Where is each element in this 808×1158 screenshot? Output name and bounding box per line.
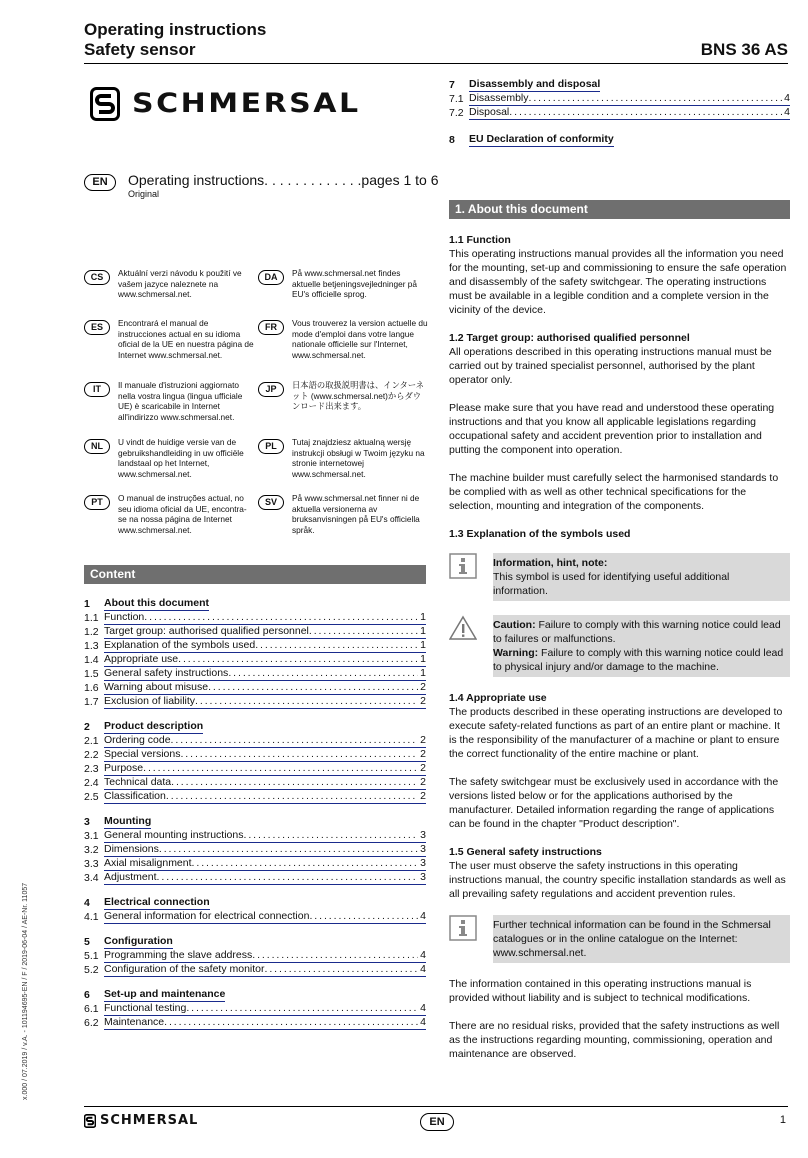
toc-entry[interactable]: [84, 611, 426, 625]
toc-leader: [529, 92, 782, 105]
toc-section: [449, 133, 790, 147]
toc-page: 4: [420, 1016, 426, 1028]
toc-page: 2: [420, 790, 426, 802]
toc-link[interactable]: [104, 963, 426, 977]
paragraph: Please make sure that you have read and understood these operating instructions and that you know all applicable legislations regarding occupational safety and accident prevention prior to installation and putting the component into operation.: [449, 402, 775, 456]
toc-section-heading[interactable]: [84, 896, 426, 910]
toc-section: [84, 815, 426, 885]
toc-link[interactable]: [104, 949, 426, 963]
toc-leader: [244, 829, 419, 842]
language-badge: JP: [258, 382, 284, 397]
toc-label: Disassembly: [469, 92, 529, 104]
toc-label: Special versions: [104, 748, 181, 760]
toc-page: 2: [420, 734, 426, 746]
toc-number: 5: [84, 936, 90, 948]
toc-entry[interactable]: [449, 92, 790, 106]
language-text: På www.schmersal.net findes aktuelle betjeningsvejledninger på EU's officielle sprog.: [292, 268, 418, 300]
toc-leader: [509, 106, 782, 119]
toc-page: 2: [420, 748, 426, 760]
toc-label: Target group: authorised qualified personnel: [104, 625, 309, 637]
schmersal-emblem-icon: [90, 87, 120, 121]
toc-link[interactable]: [104, 611, 426, 625]
footer-wordmark: SCHMERSAL: [100, 1113, 199, 1128]
toc-heading-link[interactable]: EU Declaration of conformity: [469, 133, 614, 145]
toc-page: 4: [784, 106, 790, 118]
toc-heading-link[interactable]: Mounting: [104, 815, 152, 827]
language-text: Tutaj znajdziesz aktualną wersję instrukcji obsługi w Twoim języku na stronie internetowej www.schmersal.net.: [292, 437, 425, 479]
toc-section-heading[interactable]: [449, 78, 790, 92]
toc-section-heading[interactable]: [84, 815, 426, 829]
document-code: x.000 / 07.2019 / v.A. - 101194695-EN / F / 2019-06-04 / AE-Nr. 11057: [22, 882, 29, 1100]
caution-text: Failure to comply with this warning notice could lead to failures or malfunctions.: [493, 619, 781, 645]
toc-page: 2: [420, 681, 426, 693]
language-badge: NL: [84, 439, 110, 454]
toc-number: 5.2: [84, 964, 99, 976]
toc-entry[interactable]: [84, 857, 426, 871]
toc-number: 2.5: [84, 791, 99, 803]
toc-leader: [309, 910, 418, 923]
toc-page: 3: [420, 843, 426, 855]
toc-link[interactable]: [104, 1016, 426, 1030]
toc-label: Ordering code: [104, 734, 171, 746]
toc-label: Axial misalignment: [104, 857, 192, 869]
footer-rule: [84, 1106, 788, 1107]
toc-section: [84, 597, 426, 709]
toc-leader: [228, 667, 418, 680]
toc-heading-link[interactable]: About this document: [104, 597, 209, 609]
toc-entry[interactable]: [84, 949, 426, 963]
toc-page: 1: [420, 611, 426, 623]
toc-number: 1.1: [84, 612, 99, 624]
info-text: This symbol is used for identifying useful additional information.: [493, 571, 730, 597]
toc-leader: [159, 843, 418, 856]
language-badge: SV: [258, 495, 284, 510]
toc-section-heading[interactable]: [84, 720, 426, 734]
language-text: U vindt de huidige versie van de gebruikshandleiding in uw officiële landstaal op het Internet, www.schmersal.net.: [118, 437, 244, 479]
toc-link[interactable]: [104, 910, 426, 924]
toc-link[interactable]: [104, 695, 426, 709]
toc-leader: [208, 681, 418, 694]
toc-number: 4: [84, 897, 90, 909]
toc-entry[interactable]: [84, 625, 426, 639]
toc-number: 6.1: [84, 1003, 99, 1015]
language-badge: ES: [84, 320, 110, 335]
toc-entry[interactable]: [449, 106, 790, 120]
toc-entry[interactable]: [84, 667, 426, 681]
toc-number: 2: [84, 721, 90, 733]
toc-link[interactable]: [469, 106, 790, 120]
toc-number: 2.2: [84, 749, 99, 761]
intro-text: Operating instructions. . . . . . . . . . . . .pages 1 to 6: [128, 172, 439, 188]
toc-leader: [186, 1002, 418, 1015]
toc-page: 2: [420, 762, 426, 774]
toc-leader: [164, 1016, 418, 1029]
toc-heading-link[interactable]: Set-up and maintenance: [104, 988, 226, 1000]
toc-page: 4: [420, 910, 426, 922]
toc-leader: [143, 762, 418, 775]
language-badge: CS: [84, 270, 110, 285]
info-icon: [449, 915, 477, 941]
tech-note-text: Further technical information can be found in the Schmersal catalogues or in the online catalogue on the Internet: www.schmersal.net.: [493, 919, 771, 959]
toc-entry[interactable]: [84, 734, 426, 748]
intro-original: Original: [128, 189, 160, 199]
toc-number: 4.1: [84, 911, 99, 923]
language-text: Encontrará el manual de instrucciones actual en su idioma oficial de la UE en nuestra página de Internet www.schmersal.net.: [118, 318, 254, 360]
toc-page: 4: [784, 92, 790, 104]
language-badge: IT: [84, 382, 110, 397]
toc-number: 5.1: [84, 950, 99, 962]
toc-link[interactable]: [104, 762, 426, 776]
header-rule: [84, 63, 788, 64]
subsection-title: 1.1 Function: [449, 234, 511, 246]
toc-page: 4: [420, 1002, 426, 1014]
toc-label: Technical data: [104, 776, 172, 788]
toc-entry[interactable]: [84, 829, 426, 843]
toc-leader: [171, 776, 418, 789]
content-heading: Content: [84, 565, 426, 584]
language-text: Aktuální verzi návodu k použití ve vašem jazyce naleznete na www.schmersal.net.: [118, 268, 242, 300]
warning-text: Failure to comply with this warning notice could lead to physical injury and/or damage to the machine.: [493, 647, 784, 673]
toc-link[interactable]: [104, 776, 426, 790]
toc-heading-link[interactable]: Disassembly and disposal: [469, 78, 601, 90]
table-of-contents-continued: [449, 78, 790, 158]
toc-number: 1: [84, 598, 90, 610]
toc-link[interactable]: [104, 639, 426, 653]
toc-page: 3: [420, 857, 426, 869]
toc-entry[interactable]: [84, 1016, 426, 1030]
toc-entry[interactable]: [84, 639, 426, 653]
schmersal-emblem-icon: [84, 1114, 96, 1128]
toc-entry[interactable]: [84, 653, 426, 667]
toc-section: [84, 935, 426, 977]
toc-number: 2.1: [84, 735, 99, 747]
toc-number: 3: [84, 816, 90, 828]
toc-page: 1: [420, 653, 426, 665]
toc-label: Dimensions: [104, 843, 159, 855]
toc-number: 7.2: [449, 107, 464, 119]
language-text: Il manuale d'istruzioni aggiornato nella vostra lingua (lingua ufficiale UE) è scaricabile in Internet all'indirizzo www.schmersal.net.: [118, 380, 243, 422]
toc-leader: [309, 625, 418, 638]
toc-label: Classification: [104, 790, 166, 802]
toc-number: 6: [84, 989, 90, 1001]
language-badge: DA: [258, 270, 284, 285]
warning-triangle-icon: [449, 615, 477, 641]
language-text: 日本語の取扱説明書は、インターネット (www.schmersal.net)からダウンロード出来ます。: [292, 380, 425, 412]
page-number: 1: [779, 1114, 786, 1126]
paragraph: The machine builder must carefully select the harmonised standards to be complied with as well as other technical specifications for the selection, mounting and integration of the components.: [449, 472, 779, 512]
model-number: BNS 36 AS: [700, 40, 788, 59]
toc-link[interactable]: [104, 667, 426, 681]
warning-label: Warning:: [493, 647, 539, 659]
language-text: På www.schmersal.net finner ni de aktuella versionerna av bruksanvisningen på EU's officiella språk.: [292, 493, 420, 535]
toc-leader: [192, 857, 418, 870]
paragraph: The user must observe the safety instructions in this operating instructions manual, the country specific installation standards as well as all prevailing safety regulations and accident prevention rules.: [449, 860, 786, 900]
toc-page: 3: [420, 871, 426, 883]
toc-number: 1.5: [84, 668, 99, 680]
paragraph: All operations described in this operating instructions manual must be carried out by trained specialist personnel, authorised by the plant operator only.: [449, 346, 772, 386]
toc-section: [449, 78, 790, 120]
toc-section-heading[interactable]: [449, 133, 790, 147]
toc-leader: [255, 639, 418, 652]
info-icon: [449, 553, 477, 579]
toc-entry[interactable]: [84, 748, 426, 762]
toc-link[interactable]: [104, 748, 426, 762]
toc-label: Purpose: [104, 762, 144, 774]
info-note: [449, 915, 790, 963]
language-text: O manual de instruções actual, no seu idioma oficial da UE, encontra-se na nossa página de Internet www.schmersal.net.: [118, 493, 247, 535]
title-line-1: Operating instructions: [84, 20, 267, 39]
toc-label: General mounting instructions: [104, 829, 244, 841]
paragraph: This operating instructions manual provides all the information you need for the mounting, set-up and commissioning to ensure the safe operation and disassembly of the safety switchgear. The operating instructions must be available in a legible condition and a complete version in the vicinity of the device.: [449, 248, 787, 316]
toc-section-heading[interactable]: [84, 597, 426, 611]
language-badge: FR: [258, 320, 284, 335]
footer-logo: [84, 1113, 198, 1128]
info-box: [493, 553, 790, 601]
toc-number: 2.3: [84, 763, 99, 775]
toc-entry[interactable]: [84, 695, 426, 709]
toc-entry[interactable]: [84, 963, 426, 977]
toc-label: Functional testing: [104, 1002, 187, 1014]
toc-label: Function: [104, 611, 145, 623]
toc-page: 1: [420, 667, 426, 679]
toc-link[interactable]: [104, 734, 426, 748]
toc-label: General information for electrical connection: [104, 910, 310, 922]
subsection-title: 1.3 Explanation of the symbols used: [449, 528, 631, 540]
toc-page: 3: [420, 829, 426, 841]
toc-number: 7.1: [449, 93, 464, 105]
toc-page: 1: [420, 625, 426, 637]
language-badge: PT: [84, 495, 110, 510]
title-line-2: Safety sensor: [84, 40, 196, 59]
toc-number: 3.4: [84, 872, 99, 884]
toc-entry[interactable]: [84, 871, 426, 885]
toc-number: 1.4: [84, 654, 99, 666]
toc-number: 8: [449, 134, 455, 146]
schmersal-logo: [90, 86, 361, 121]
toc-number: 3.3: [84, 858, 99, 870]
toc-page: 1: [420, 639, 426, 651]
toc-link[interactable]: [104, 829, 426, 843]
section-body: [449, 233, 790, 1075]
toc-link[interactable]: [469, 92, 790, 106]
toc-link[interactable]: [104, 1002, 426, 1016]
toc-link[interactable]: [104, 871, 426, 885]
toc-number: 1.3: [84, 640, 99, 652]
toc-leader: [171, 734, 418, 747]
toc-entry[interactable]: [84, 776, 426, 790]
info-box: [493, 915, 790, 963]
toc-heading-link[interactable]: Configuration: [104, 935, 173, 947]
toc-label: Adjustment: [104, 871, 157, 883]
warning-box: [493, 615, 790, 677]
toc-link[interactable]: [104, 857, 426, 871]
toc-link[interactable]: [104, 625, 426, 639]
toc-page: 2: [420, 776, 426, 788]
toc-number: 1.7: [84, 696, 99, 708]
toc-link[interactable]: [104, 790, 426, 804]
caution-label: Caution:: [493, 619, 536, 631]
toc-section-heading[interactable]: [84, 935, 426, 949]
toc-number: 2.4: [84, 777, 99, 789]
toc-page: 2: [420, 695, 426, 707]
toc-link[interactable]: [104, 653, 426, 667]
toc-label: Warning about misuse: [104, 681, 209, 693]
toc-label: Configuration of the safety monitor: [104, 963, 265, 975]
paragraph: There are no residual risks, provided that the safety instructions as well as the instructions regarding mounting, commissioning, operation and maintenance are observed.: [449, 1020, 780, 1060]
toc-entry[interactable]: [84, 681, 426, 695]
toc-leader: [178, 653, 418, 666]
toc-leader: [144, 611, 418, 624]
logo-wordmark: SCHMERSAL: [132, 87, 361, 120]
toc-entry[interactable]: [84, 790, 426, 804]
toc-number: 7: [449, 79, 455, 91]
toc-leader: [180, 748, 418, 761]
toc-leader: [157, 871, 418, 884]
toc-number: 1.2: [84, 626, 99, 638]
toc-section: [84, 896, 426, 924]
table-of-contents: [84, 597, 426, 1041]
toc-label: General safety instructions: [104, 667, 229, 679]
toc-heading-link[interactable]: Electrical connection: [104, 896, 210, 908]
toc-leader: [195, 695, 418, 708]
toc-number: 3.2: [84, 844, 99, 856]
toc-section: [84, 988, 426, 1030]
subsection-title: 1.5 General safety instructions: [449, 846, 602, 858]
toc-label: Exclusion of liability: [104, 695, 196, 707]
toc-label: Appropriate use: [104, 653, 179, 665]
toc-label: Programming the slave address: [104, 949, 253, 961]
toc-label: Explanation of the symbols used: [104, 639, 256, 651]
language-badge-en: EN: [84, 174, 116, 191]
toc-entry[interactable]: [84, 910, 426, 924]
toc-section-heading[interactable]: [84, 988, 426, 1002]
warning-note: [449, 615, 790, 677]
toc-page: 4: [420, 963, 426, 975]
toc-label: Disposal: [469, 106, 510, 118]
section-heading: 1. About this document: [449, 200, 790, 219]
paragraph: The products described in these operating instructions are developed to execute safety-related functions as part of an entire plant or machine. It is the responsibility of the manufacturer of a machine or plant to ensure the correct functionality of the entire machine or plant.: [449, 706, 783, 760]
paragraph: The safety switchgear must be exclusively used in accordance with the versions listed below or for the applications authorised by the manufacturer. Detailed information regarding the range of applications can be found in the chapter "Product description".: [449, 776, 779, 830]
language-badge: PL: [258, 439, 284, 454]
info-note: [449, 553, 790, 601]
toc-number: 1.6: [84, 682, 99, 694]
toc-entry[interactable]: [84, 762, 426, 776]
toc-heading-link[interactable]: Product description: [104, 720, 204, 732]
toc-leader: [265, 963, 418, 976]
toc-label: Maintenance: [104, 1016, 165, 1028]
toc-entry[interactable]: [84, 843, 426, 857]
toc-link[interactable]: [104, 843, 426, 857]
toc-number: 6.2: [84, 1017, 99, 1029]
toc-page: 4: [420, 949, 426, 961]
document-title: [84, 20, 266, 60]
toc-number: 3.1: [84, 830, 99, 842]
toc-leader: [166, 790, 418, 803]
toc-leader: [252, 949, 418, 962]
subsection-title: 1.2 Target group: authorised qualified personnel: [449, 332, 690, 344]
toc-section: [84, 720, 426, 804]
toc-entry[interactable]: [84, 1002, 426, 1016]
info-label: Information, hint, note:: [493, 557, 608, 569]
footer-language-badge: EN: [420, 1113, 454, 1131]
subsection-title: 1.4 Appropriate use: [449, 692, 547, 704]
toc-link[interactable]: [104, 681, 426, 695]
paragraph: The information contained in this operating instructions manual is provided without liability and is subject to technical modifications.: [449, 978, 752, 1004]
language-text: Vous trouverez la version actuelle du mode d'emploi dans votre langue nationale officielle sur l'Internet, www.schmersal.net.: [292, 318, 428, 360]
